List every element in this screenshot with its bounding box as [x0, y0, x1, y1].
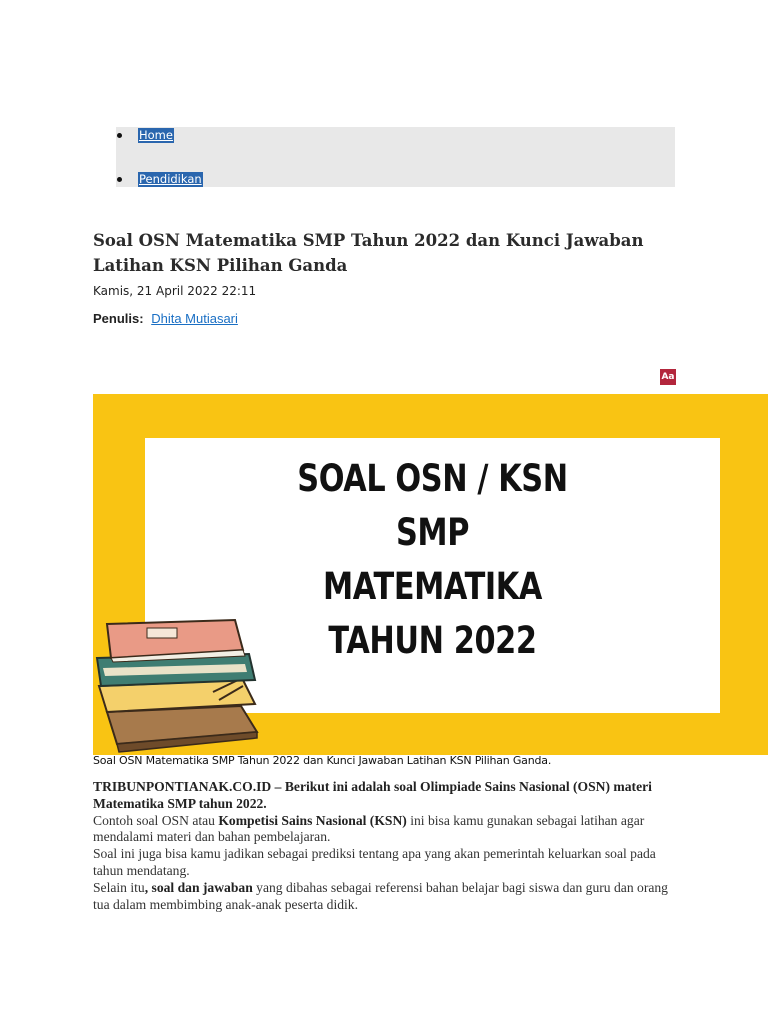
paragraph-2-text-a: Contoh soal OSN atau — [93, 812, 219, 828]
hero-image — [93, 394, 768, 755]
hero-caption: Soal OSN Matematika SMP Tahun 2022 dan Kunci Jawaban Latihan KSN Pilihan Ganda. — [93, 754, 552, 767]
paragraph-1 — [93, 779, 678, 813]
paragraph-2-bold: Kompetisi Sains Nasional (KSN) — [218, 812, 407, 828]
article-body — [93, 779, 678, 913]
hero-line3: MATEMATIKA — [323, 565, 542, 608]
hero-line2: SMP — [395, 511, 470, 554]
hero-line4: TAHUN 2022 — [328, 619, 537, 662]
paragraph-2-text-b: ini bisa kamu gunakan sebagai latihan agar mendalami materi dan bahan pembelajaran. — [93, 812, 645, 845]
author-link[interactable]: Dhita Mutiasari — [151, 311, 238, 326]
paragraph-4-text-a: Selain itu — [93, 879, 145, 895]
books-illustration — [93, 614, 268, 755]
paragraph-3: Soal ini juga bisa kamu jadikan sebagai prediksi tentang apa yang akan pemerintah keluarkan soal pada tahun mendatang. — [93, 846, 656, 878]
paragraph-4-bold: , soal dan jawaban — [144, 879, 253, 895]
article-title-line1: Soal OSN Matematika SMP Tahun 2022 dan Kunci Jawaban — [93, 231, 644, 250]
breadcrumb-home-link[interactable]: Home — [139, 128, 173, 142]
paragraph-4-text-b: yang dibahas sebagai referensi bahan belajar bagi siswa dan guru dan orang tua dalam membimbing anak-anak peserta didik. — [93, 879, 668, 912]
paragraph-4 — [93, 880, 678, 914]
author-row — [93, 311, 238, 326]
paragraph-2 — [93, 813, 678, 847]
article-date: Kamis, 21 April 2022 22:11 — [93, 284, 257, 298]
author-label: Penulis: — [93, 311, 144, 326]
breadcrumb-bullet — [117, 177, 122, 182]
article-title — [93, 228, 653, 278]
breadcrumb-bullet — [117, 133, 122, 138]
breadcrumb-pendidikan-link[interactable]: Pendidikan — [139, 172, 202, 186]
article-title-line2: Latihan KSN Pilihan Ganda — [93, 256, 348, 275]
font-size-icon[interactable]: Aa — [660, 369, 676, 385]
hero-line1: SOAL OSN / KSN — [297, 457, 568, 500]
paragraph-1-bold: TRIBUNPONTIANAK.CO.ID – Berikut ini adalah soal Olimpiade Sains Nasional (OSN) materi Matematika SMP tahun 2022. — [93, 779, 652, 811]
